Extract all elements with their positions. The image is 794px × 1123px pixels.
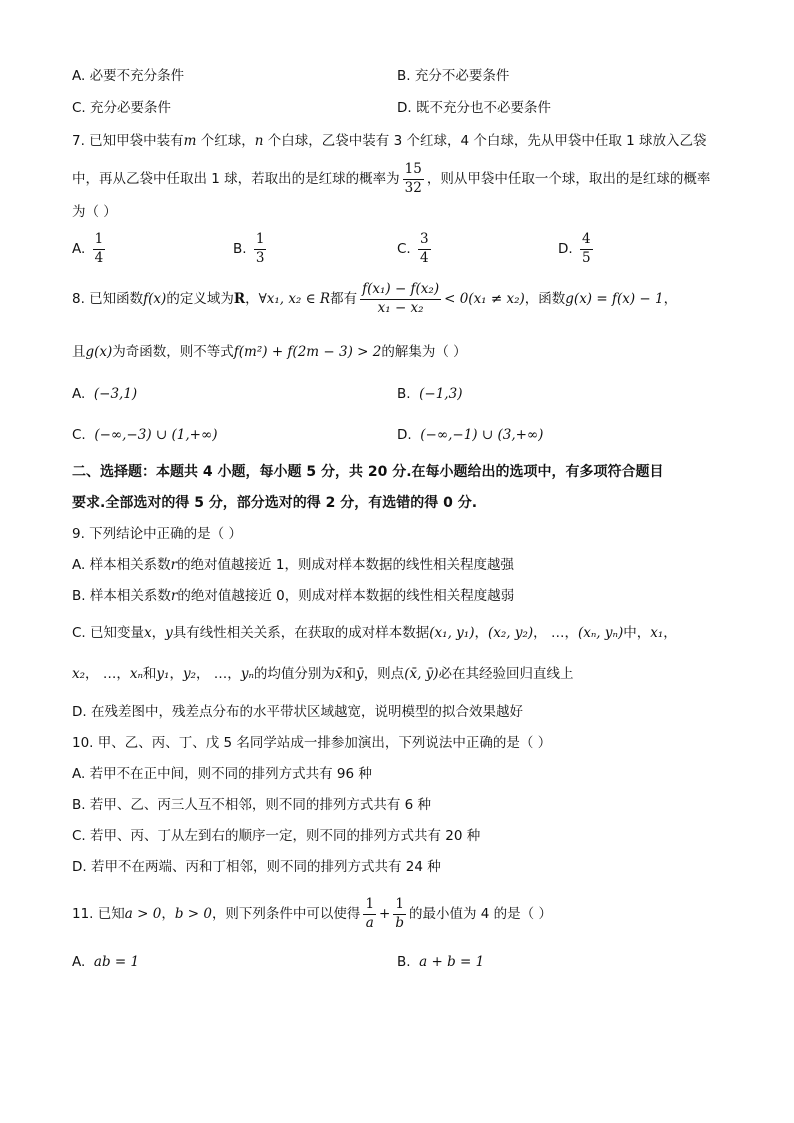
q7-option-a: A. $\frac{1}{4}$ xyxy=(72,231,104,266)
q11-stem: 11. 已知a > 0，b > 0，则下列条件中可以使得 $\frac{1}{a}$ + $\frac{1}{b}$ 的最小值为 4 的是（ ） xyxy=(72,895,552,931)
q11-option-a: A. ab = 1 xyxy=(72,954,140,970)
q10-option-b: B. 若甲、乙、丙三人互不相邻，则不同的排列方式共有 6 种 xyxy=(72,797,432,813)
q7-line1: 7. 已知甲袋中装有m 个红球，n 个白球，乙袋中装有 3 个红球，4 个白球，先从甲袋中任取 1 球放入乙袋 xyxy=(72,133,707,149)
q8-line1: 8. 已知函数f(x)的定义域为R，∀x₁, x₂ ∈ R都有 $\frac{\text{f(x₁) − f(x₂)}}{\text{x₁ − x₂}}$ < 0(x₁ ≠ x₂)，函数g(x) = f(x) − 1， xyxy=(72,280,678,316)
q8-option-a: A. (−3,1) xyxy=(72,386,138,402)
q9-option-a: A. 样本相关系数r的绝对值越接近 1，则成对样本数据的线性相关程度越强 xyxy=(72,557,514,573)
q9-option-b: B. 样本相关系数r的绝对值越接近 0，则成对样本数据的线性相关程度越弱 xyxy=(72,588,515,604)
q9-option-c-line2: x₂， …，xₙ和y₁，y₂， …，yₙ的均值分别为x̄和ȳ，则点(x̄, ȳ)必在其经验回归直线上 xyxy=(72,666,574,682)
q7-probability-fraction: $\frac{15}{32}$ xyxy=(404,161,422,196)
section2-heading-line2: 要求.全部选对的得 5 分，部分选对的得 2 分，有选错的得 0 分. xyxy=(72,495,478,511)
q9-option-d: D. 在残差图中，残差点分布的水平带状区域越宽，说明模型的拟合效果越好 xyxy=(72,704,523,720)
q8-difference-quotient: $\frac{\text{f(x₁) − f(x₂)}}{\text{x₁ − x₂}}$ xyxy=(362,280,440,316)
q8-option-c: C. (−∞,−3) ∪ (1,+∞) xyxy=(72,427,218,443)
q10-option-c: C. 若甲、丙、丁从左到右的顺序一定，则不同的排列方式共有 20 种 xyxy=(72,828,481,844)
q7-line3: 为（ ） xyxy=(72,204,117,220)
section2-heading-line1: 二、选择题：本题共 4 小题，每小题 5 分，共 20 分.在每小题给出的选项中，有多项符合题目 xyxy=(72,464,664,480)
q9-option-c-line1: C. 已知变量x，y具有线性相关关系，在获取的成对样本数据(x₁, y₁)，(x₂, y₂)， …，(xₙ, yₙ)中，x₁， xyxy=(72,625,677,641)
q6-option-a: A. 必要不充分条件 xyxy=(72,68,185,84)
q11-option-b: B. a + b = 1 xyxy=(397,954,485,970)
q9-stem: 9. 下列结论中正确的是（ ） xyxy=(72,526,242,542)
q10-option-d: D. 若甲不在两端、丙和丁相邻，则不同的排列方式共有 24 种 xyxy=(72,859,441,875)
q8-option-b: B. (−1,3) xyxy=(397,386,463,402)
q10-stem: 10. 甲、乙、丙、丁、戊 5 名同学站成一排参加演出，下列说法中正确的是（ ） xyxy=(72,735,552,751)
q7-option-b: B. $\frac{1}{3}$ xyxy=(233,231,265,266)
q6-option-b: B. 充分不必要条件 xyxy=(397,68,510,84)
q7-option-c: C. $\frac{3}{4}$ xyxy=(397,231,429,266)
q7-option-d: D. $\frac{4}{5}$ xyxy=(558,231,591,266)
q8-line2: 且g(x)为奇函数，则不等式f(m²) + f(2m − 3) > 2的解集为（ ） xyxy=(72,344,467,360)
q8-option-d: D. (−∞,−1) ∪ (3,+∞) xyxy=(397,427,544,443)
q7-line2: 中，再从乙袋中任取出 1 球，若取出的是红球的概率为 $\frac{15}{32}$ ，则从甲袋中任取一个球，取出的是红球的概率 xyxy=(72,161,711,196)
q10-option-a: A. 若甲不在正中间，则不同的排列方式共有 96 种 xyxy=(72,766,372,782)
q6-option-c: C. 充分必要条件 xyxy=(72,100,172,116)
q6-option-d: D. 既不充分也不必要条件 xyxy=(397,100,551,116)
